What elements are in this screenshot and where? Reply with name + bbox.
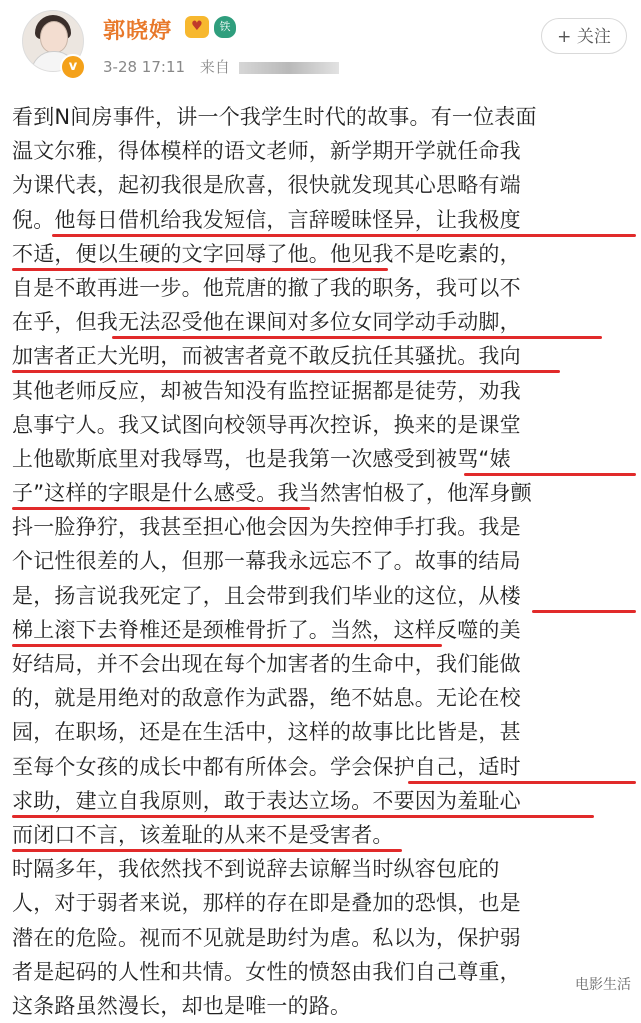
- highlight-underline: [12, 644, 442, 647]
- follow-button[interactable]: + 关注: [541, 18, 627, 54]
- highlight-underline: [12, 370, 560, 373]
- highlight-underline: [12, 815, 594, 818]
- highlight-underline: [112, 336, 602, 339]
- post-line: 梯上滚下去脊椎还是颈椎骨折了。当然，这样反噬的美: [12, 617, 521, 642]
- watermark: 电影生活: [575, 977, 631, 993]
- post-line: 抖一脸狰狞，我甚至担心他会因为失控伸手打我。我是: [12, 515, 521, 540]
- post-line: 个记性很差的人，但那一幕我永远忘不了。故事的结局: [12, 549, 521, 574]
- post-line: 加害者正大光明，而被害者竟不敢反抗任其骚扰。我向: [12, 344, 521, 369]
- author-name[interactable]: 郭晓婷: [103, 19, 173, 44]
- post-line: 为课代表，起初我很是欣喜，很快就发现其心思略有端: [12, 173, 521, 198]
- highlight-underline: [12, 507, 310, 510]
- fan-badge-icon[interactable]: ♥: [185, 16, 209, 38]
- post-line: 至每个女孩的成长中都有所体会。学会保护自己，适时: [12, 754, 521, 779]
- post-line: 不适，便以生硬的文字回辱了他。他见我不是吃素的，: [12, 241, 521, 266]
- post-line: 者是起码的人性和共情。女性的愤怒由我们自己尊重，: [12, 959, 521, 984]
- post-line: 而闭口不言，该羞耻的从来不是受害者。: [12, 822, 394, 847]
- post-line: 倪。他每日借机给我发短信，言辞暧昧怪异，让我极度: [12, 207, 521, 232]
- highlight-underline: [52, 234, 636, 237]
- verified-v-icon: v: [60, 54, 86, 80]
- post-line: 看到N间房事件，讲一个我学生时代的故事。有一位表面: [12, 105, 537, 129]
- post-source-blurred: [239, 62, 339, 74]
- post-line: 上他歇斯底里对我辱骂，也是我第一次感受到被骂“婊: [12, 446, 511, 471]
- post-line: 潜在的危险。视而不见就是助纣为虐。私以为，保护弱: [12, 925, 521, 950]
- post-line: 这条路虽然漫长，却也是唯一的路。: [12, 993, 352, 1018]
- post-body: [12, 100, 634, 1023]
- post-line: 好结局，并不会出现在每个加害者的生命中，我们能做: [12, 652, 521, 676]
- post-line: 自是不敢再进一步。他荒唐的撤了我的职务，我可以不: [12, 275, 521, 300]
- highlight-underline: [464, 473, 636, 476]
- post-line: 温文尔雅，得体模样的语文老师，新学期开学就任命我: [12, 139, 521, 164]
- post-meta: [103, 56, 339, 77]
- avatar-face: [40, 21, 68, 53]
- post-line: 人，对于弱者来说，那样的存在即是叠加的恐惧，也是: [12, 891, 521, 916]
- highlight-underline: [12, 268, 388, 271]
- post-header: [0, 0, 641, 92]
- post-line: 息事宁人。我又试图向校领导再次控诉，换来的是课堂: [12, 412, 521, 437]
- post-line: 的，就是用绝对的敌意作为武器，绝不姑息。无论在校: [12, 686, 521, 711]
- post-line: 时隔多年，我依然找不到说辞去谅解当时纵容包庇的: [12, 857, 500, 882]
- highlight-underline: [532, 610, 636, 613]
- post-line: 是，扬言说我死定了，且会带到我们毕业的这位，从楼: [12, 583, 521, 608]
- post-line: 园，在职场，还是在生活中，这样的故事比比皆是，甚: [12, 720, 521, 745]
- post-line: 在乎，但我无法忍受他在课间对多位女同学动手动脚，: [12, 310, 521, 335]
- post-time: 3-28 17:11: [103, 58, 186, 76]
- post-line: 求助，建立自我原则，敢于表达立场。不要因为羞耻心: [12, 788, 521, 813]
- highlight-underline: [408, 781, 636, 784]
- post-source-prefix: 来自: [199, 58, 230, 76]
- post-line: 子”这样的字眼是什么感受。我当然害怕极了，他浑身颤: [12, 481, 532, 506]
- highlight-underline: [12, 849, 402, 852]
- shield-badge-icon[interactable]: 铁: [214, 16, 236, 38]
- post-line: 其他老师反应，却被告知没有监控证据都是徒劳，劝我: [12, 378, 521, 403]
